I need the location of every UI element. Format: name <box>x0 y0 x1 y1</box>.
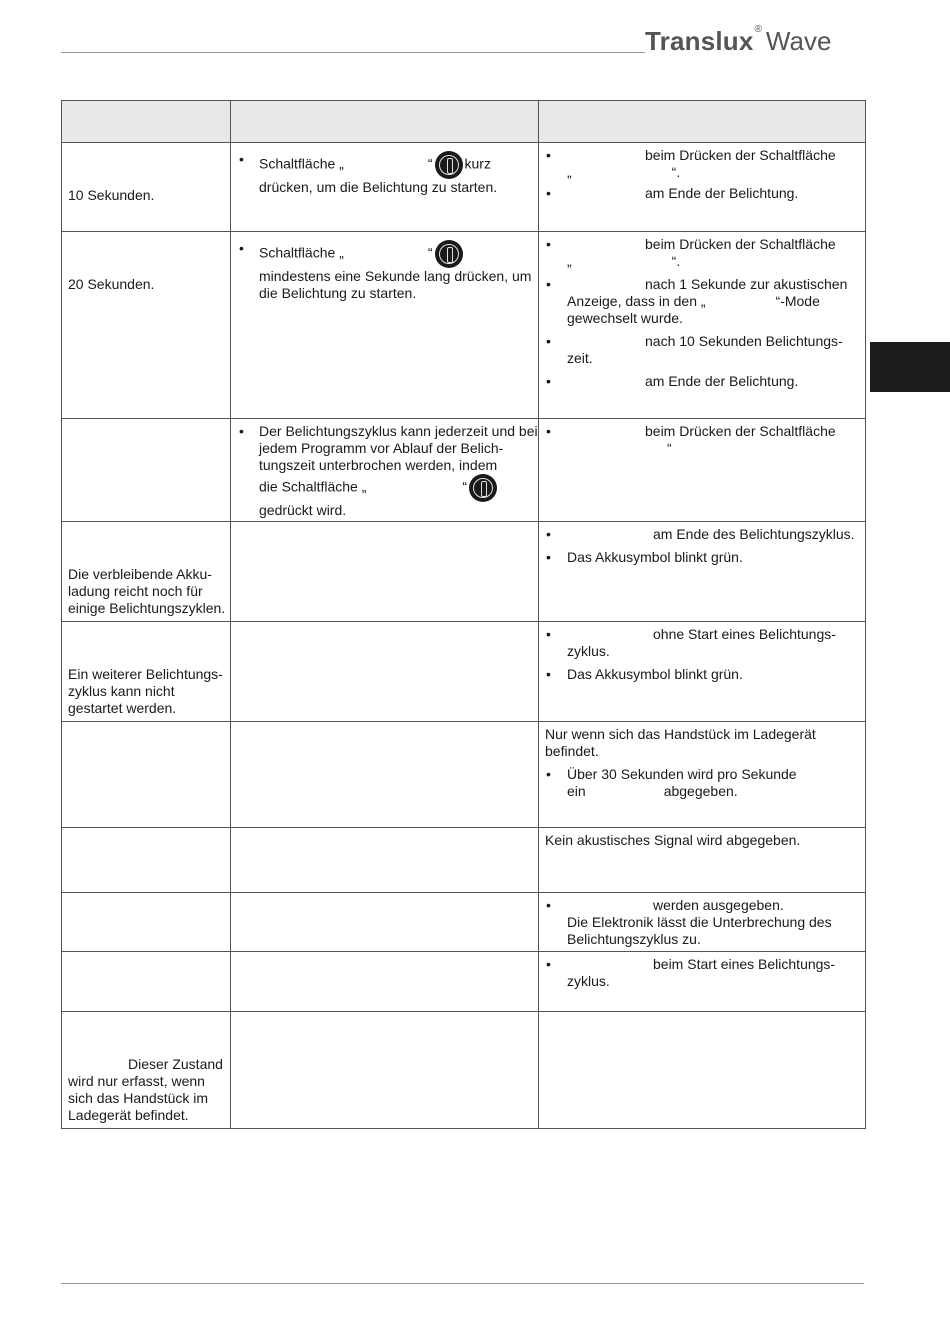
row6-col1 <box>62 722 231 828</box>
row5-note-text: Ein weiterer Belichtungs-zyklus kann nicht gestartet werden. <box>68 666 223 716</box>
header-cell-3 <box>539 101 866 143</box>
list-item: • beim Drücken der Schaltfläche „ “. <box>546 236 836 269</box>
row9-col1 <box>62 952 231 1012</box>
row9-col2 <box>231 952 539 1012</box>
signal-table <box>61 100 866 1129</box>
row1-duration-text: 10 Sekunden. <box>68 187 155 203</box>
row4-col2 <box>231 522 539 622</box>
row1-col1 <box>62 143 231 232</box>
table-row <box>62 419 866 522</box>
footer-rule <box>61 1283 864 1284</box>
row3-col1 <box>62 419 231 522</box>
table-row <box>62 232 866 419</box>
row10-col3 <box>539 1012 866 1129</box>
power-button-icon <box>469 474 497 502</box>
list-item: • beim Drücken der Schaltfläche „ “. <box>546 147 836 180</box>
row6-note-text: Nur wenn sich das Handstück im Ladegerät befindet. <box>545 726 816 759</box>
row4-col1 <box>62 522 231 622</box>
row3-col3 <box>539 419 866 522</box>
row5-col1 <box>62 622 231 722</box>
power-button-icon <box>435 151 463 179</box>
list-item: • nach 10 Sekunden Belichtungs- zeit. <box>546 333 843 366</box>
row2-duration-text: 20 Sekunden. <box>68 276 155 292</box>
row8-col1 <box>62 893 231 952</box>
list-item: • beim Start eines Belichtungs- zyklus. <box>546 956 836 989</box>
table-row <box>62 143 866 232</box>
list-item: • Der Belichtungszyklus kann jederzeit und bei jedem Programm vor Ablauf der Belich-tungszeit unterbrochen werden, indem die Schaltfläche „ “ gedrückt wird. <box>239 423 538 518</box>
table-header-row <box>62 101 866 143</box>
row1-col2 <box>231 143 539 232</box>
list-item: • Das Akkusymbol blinkt grün. <box>546 549 743 565</box>
registered-mark: ® <box>754 24 762 36</box>
row5-col3 <box>539 622 866 722</box>
row10-col1 <box>62 1012 231 1129</box>
row2-col2 <box>231 232 539 419</box>
row5-col2 <box>231 622 539 722</box>
row7-note-text: Kein akustisches Signal wird abgegeben. <box>545 832 801 848</box>
header-cell-1 <box>62 101 231 143</box>
row1-col3 <box>539 143 866 232</box>
list-item: • am Ende der Belichtung. <box>546 185 799 201</box>
row3-col2 <box>231 419 539 522</box>
list-item: • werden ausgegeben. Die Elektronik lässt die Unterbrechung des Belichtungszyklus zu. <box>546 897 832 947</box>
row6-col2 <box>231 722 539 828</box>
table-row <box>62 522 866 622</box>
table-row <box>62 622 866 722</box>
table-row <box>62 722 866 828</box>
brand-sub: Wave <box>765 26 832 56</box>
row7-col3 <box>539 828 866 893</box>
list-item: • Schaltfläche „ “ kurz drücken, um die Belichtung zu starten. <box>239 151 498 195</box>
list-item: • ohne Start eines Belichtungs- zyklus. <box>546 626 836 659</box>
row4-note-text: Die verbleibende Akku-ladung reicht noch für einige Belichtungszyklen. <box>68 566 226 616</box>
row10-note-text: Dieser Zustand wird nur erfasst, wenn sich das Handstück im Ladegerät befindet. <box>68 1056 223 1123</box>
bullet-icon: • <box>239 151 244 167</box>
list-item: • am Ende des Belichtungszyklus. <box>546 526 855 542</box>
list-item: • Über 30 Sekunden wird pro Sekunde ein abgegeben. <box>546 766 797 799</box>
table-row <box>62 952 866 1012</box>
row4-col3 <box>539 522 866 622</box>
list-item: • am Ende der Belichtung. <box>546 373 799 389</box>
row9-col3 <box>539 952 866 1012</box>
row8-col2 <box>231 893 539 952</box>
brand-logo <box>645 26 831 57</box>
list-item: • Schaltfläche „ “ mindestens eine Sekunde lang drücken, um die Belichtung zu starten. <box>239 240 532 301</box>
row8-col3 <box>539 893 866 952</box>
list-item: • beim Drücken der Schaltfläche “ <box>546 423 836 456</box>
row7-col1 <box>62 828 231 893</box>
list-item: • nach 1 Sekunde zur akustischen Anzeige, dass in den „ “-Mode gewechselt wurde. <box>546 276 848 326</box>
table-row <box>62 1012 866 1129</box>
row2-col1 <box>62 232 231 419</box>
brand-main: Translux <box>645 26 754 56</box>
row7-col2 <box>231 828 539 893</box>
table-row <box>62 828 866 893</box>
row10-col2 <box>231 1012 539 1129</box>
row2-col3 <box>539 232 866 419</box>
chapter-tab <box>870 342 950 392</box>
header-cell-2 <box>231 101 539 143</box>
header-rule <box>61 52 645 53</box>
table-row <box>62 893 866 952</box>
list-item: • Das Akkusymbol blinkt grün. <box>546 666 743 682</box>
row6-col3 <box>539 722 866 828</box>
power-button-icon <box>435 240 463 268</box>
